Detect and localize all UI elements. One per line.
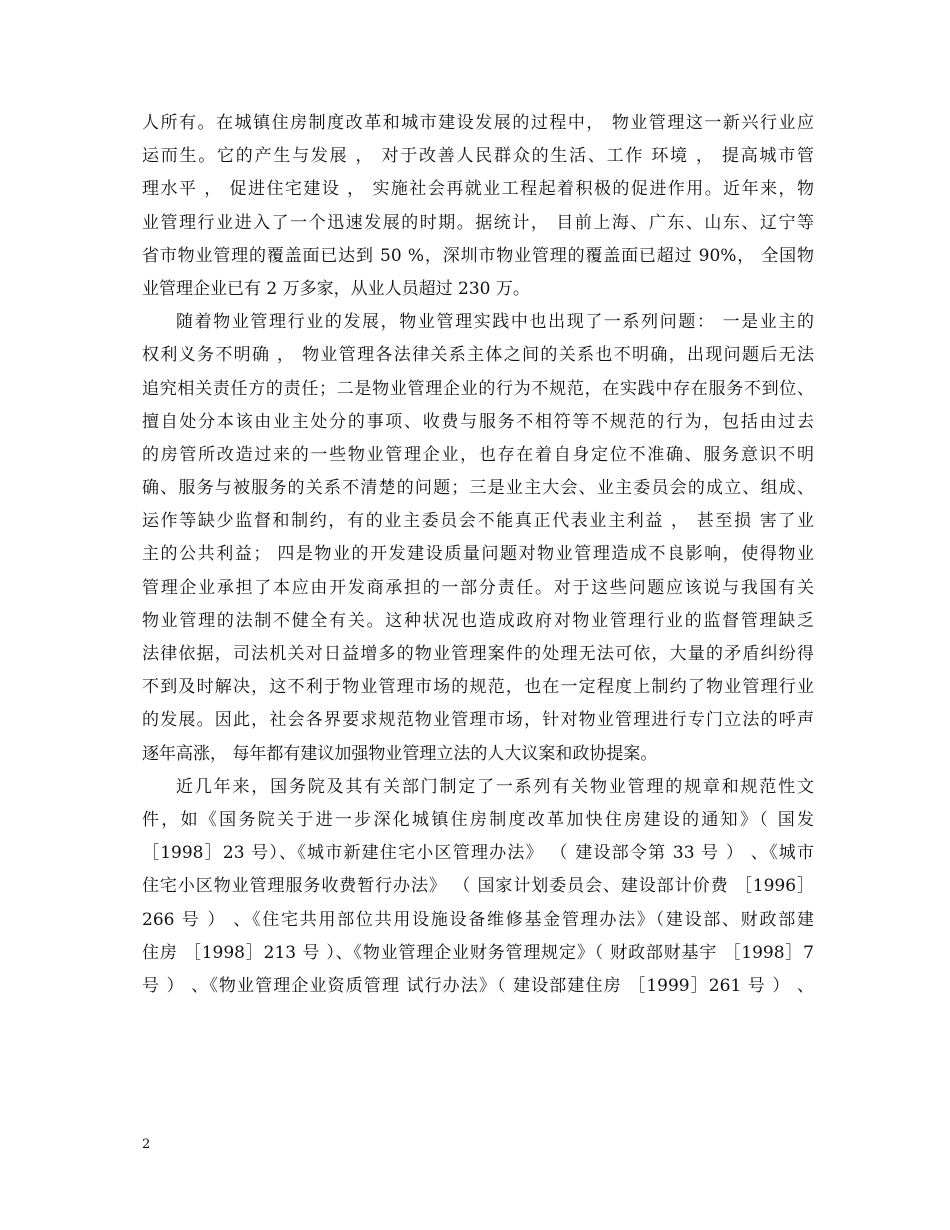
- text-line: 住宅小区物业管理服务收费暂行办法》 （ 国家计划委员会、建设部计价费 ［1996］: [142, 876, 814, 897]
- text-line: 号 ） 、《物业管理企业资质管理 试行办法》（ 建设部建住房 ［1999］261 号 ） 、: [142, 975, 814, 996]
- text-line: 随着物业管理行业的发展，物业管理实践中也出现了一系列问题： 一是业主的: [176, 312, 814, 333]
- page-number: 2: [142, 1137, 151, 1152]
- text-line: 业管理企业已有 2 万多家，从业人员超过 230 万。: [142, 278, 530, 299]
- text-line: 运作等缺少监督和制约，有的业主委员会不能真正代表业主利益 ， 甚至损 害了业: [142, 511, 814, 532]
- text-line: 追究相关责任方的责任；二是物业管理企业的行为不规范，在实践中存在服务不到位、: [142, 378, 814, 399]
- text-line: 权利义务不明确 ， 物业管理各法律关系主体之间的关系也不明确，出现问题后无法: [142, 345, 814, 366]
- text-line: 的房管所改造过来的一些物业管理企业，也存在着自身定位不准确、服务意识不明: [142, 444, 814, 465]
- text-line: 业管理行业进入了一个迅速发展的时期。据统计， 目前上海、广东、山东、辽宁等: [142, 212, 814, 233]
- text-line: ［1998］23 号）、《城市新建住宅小区管理办法》 （ 建设部令第 33 号 ） 、《城市: [142, 843, 814, 864]
- text-line: 件，如《国务院关于进一步深化城镇住房制度改革加快住房建设的通知》（ 国发: [142, 809, 814, 830]
- text-line: 运而生。它的产生与发展 ， 对于改善人民群众的生活、工作 环境 ， 提高城市管: [142, 146, 814, 167]
- text-line: 省市物业管理的覆盖面已达到 50 %，深圳市物业管理的覆盖面已超过 90%， 全国物: [142, 245, 814, 266]
- text-line: 住房 ［1998］213 号 ）、《物业管理企业财务管理规定》（ 财政部财基宇 ［1998］7: [142, 942, 814, 963]
- text-line: 确、服务与被服务的关系不清楚的问题；三是业主大会、业主委员会的成立、组成、: [142, 478, 814, 499]
- text-line: 近几年来，国务院及其有关部门制定了一系列有关物业管理的规章和规范性文: [176, 776, 814, 797]
- text-line: 管理企业承担了本应由开发商承担的一部分责任。对于这些问题应该说与我国有关: [142, 577, 814, 598]
- text-line: 266 号 ） 、《住宅共用部位共用设施设备维修基金管理办法》（建设部、财政部建: [142, 909, 814, 930]
- text-line: 不到及时解决，这不利于物业管理市场的规范，也在一定程度上制约了物业管理行业: [142, 677, 814, 698]
- text-line: 人所有。在城镇住房制度改革和城市建设发展的过程中， 物业管理这一新兴行业应: [142, 113, 814, 133]
- text-line: 的发展。因此，社会各界要求规范物业管理市场，针对物业管理进行专门立法的呼声: [142, 710, 814, 731]
- text-line: 主的公共利益； 四是物业的开发建设质量问题对物业管理造成不良影响，使得物业: [142, 544, 814, 565]
- body-text: [142, 107, 814, 1003]
- text-line: 法律依据，司法机关对日益增多的物业管理案件的处理无法可依，大量的矛盾纠纷得: [142, 644, 814, 664]
- text-line: 物业管理的法制不健全有关。这种状况也造成政府对物业管理行业的监督管理缺乏: [142, 610, 814, 631]
- text-line: 擅自处分本该由业主处分的事项、收费与服务不相符等不规范的行为，包括由过去: [142, 411, 814, 432]
- text-line: 逐年高涨， 每年都有建议加强物业管理立法的人大议案和政协提案。: [142, 743, 658, 764]
- text-line: 理水平 ， 促进住宅建设 ， 实施社会再就业工程起着积极的促进作用。近年来，物: [142, 179, 814, 200]
